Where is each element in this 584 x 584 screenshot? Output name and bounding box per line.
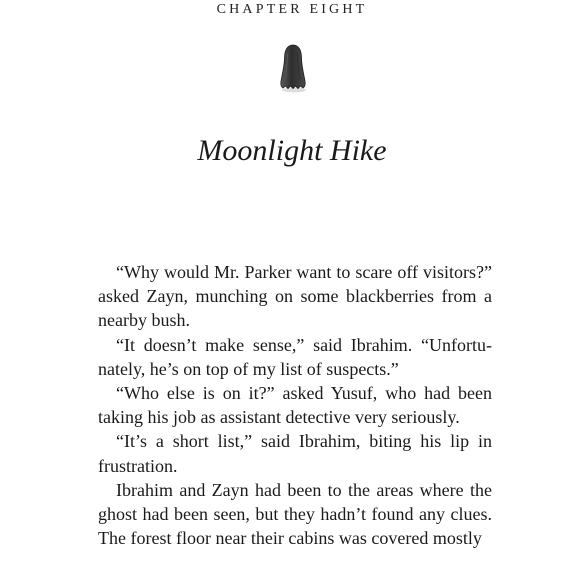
ghost-silhouette-icon xyxy=(278,43,308,93)
paragraph: “It doesn’t make sense,” said Ibrahim. “Unfortunately, he’s on top of my list of suspects.” xyxy=(98,334,492,379)
chapter-body xyxy=(98,260,492,550)
paragraph: “Why would Mr. Parker want to scare off visitors?” asked Zayn, munching on some blackberries from a nearby bush. xyxy=(98,262,492,331)
chapter-label: CHAPTER EIGHT xyxy=(216,2,368,17)
paragraph: “It’s a short list,” said Ibrahim, biting his lip in frustration. xyxy=(98,431,492,476)
chapter-title: Moonlight Hike xyxy=(197,134,387,167)
paragraph: “Who else is on it?” asked Yusuf, who had been taking his job as assistant detective very seriously. xyxy=(98,383,492,428)
paragraph: Ibrahim and Zayn had been to the areas where the ghost had been seen, but they hadn’t found any clues. The forest floor near their cabins was covered mostly xyxy=(98,479,492,549)
